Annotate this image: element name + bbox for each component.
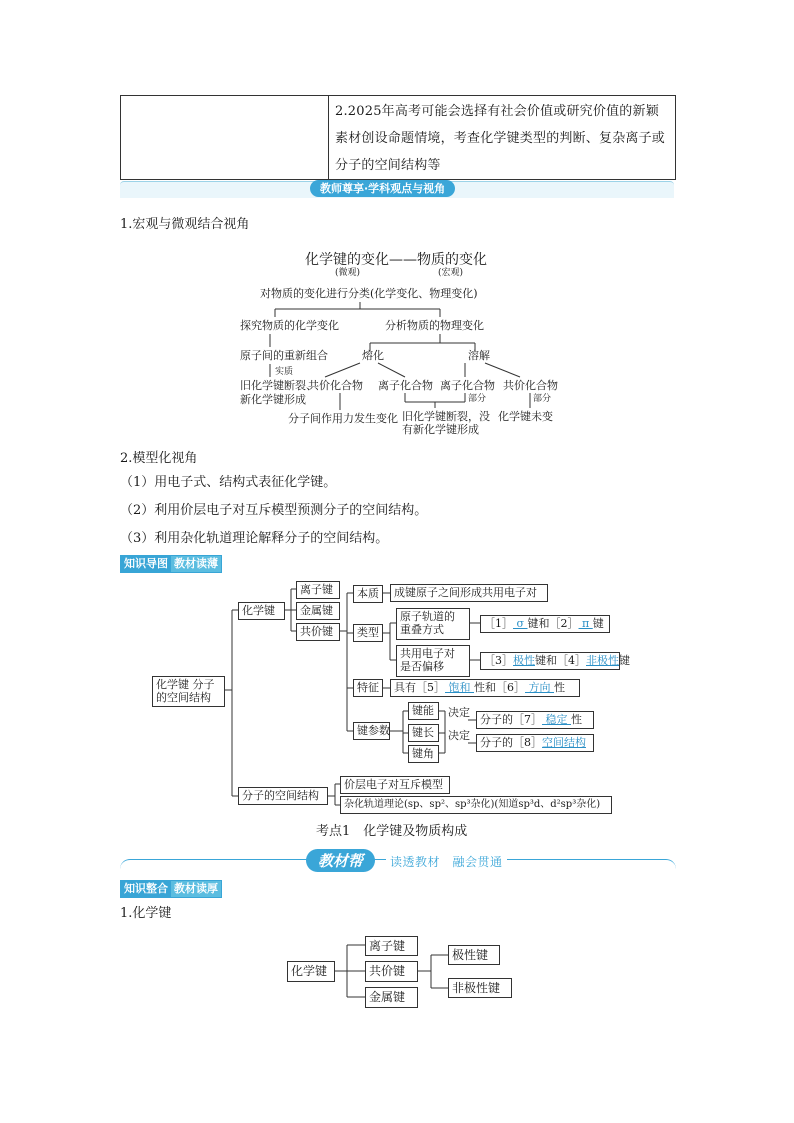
section-heading-macro-micro: 1.宏观与微观结合视角: [120, 217, 250, 232]
table-divider: [328, 96, 329, 179]
stable-suffix: 性: [571, 713, 582, 726]
blank-1-label: ［1］: [484, 617, 513, 630]
overlap-line-2: 重叠方式: [400, 623, 444, 636]
mindmap-tag-a: 知识导图: [121, 556, 171, 572]
shift-line-2: 是否偏移: [400, 660, 444, 673]
integrate-tag-b: 教材读厚: [171, 881, 221, 897]
mindmap-length: 键长: [408, 724, 439, 742]
bond-tree-ionic: 离子键: [365, 936, 418, 956]
bond-tree-root: 化学键: [287, 961, 335, 982]
answer-pi: π: [578, 617, 593, 630]
macro-micro-diagram: [230, 245, 570, 440]
blank-6-label: 性和［6］: [474, 681, 525, 694]
mindmap-hybrid: 杂化轨道理论(sp、sp²、sp³杂化)(知道sp³d、d²sp³杂化): [340, 796, 612, 814]
ionic-compound-a: 离子化合物: [378, 379, 433, 392]
mindmap-ionic: 离子键: [296, 581, 340, 599]
teacher-banner-label: 教师尊享·学科观点与视角: [310, 180, 455, 197]
bond-tree-metallic: 金属键: [365, 987, 418, 1008]
shift-line-1: 共用电子对: [400, 647, 455, 660]
mindmap-shift: [396, 645, 470, 677]
model-item-3: （3）利用杂化轨道理论解释分子的空间结构。: [120, 531, 389, 546]
essence-label: 实质: [275, 367, 294, 377]
answer-stable: 稳定: [542, 713, 571, 726]
point-title: 考点1 化学键及物质构成: [316, 824, 468, 839]
mindmap-tag-b: 教材读薄: [171, 556, 221, 572]
old-new-node-1: 旧化学键断裂、: [240, 379, 317, 392]
requirements-table: [120, 95, 676, 180]
bond-suffix: 键: [592, 617, 604, 630]
mindmap-feature-answer: [390, 679, 580, 697]
ionic-compound-b: 离子化合物: [440, 379, 495, 392]
blank-7-label: 分子的［7］: [480, 713, 542, 726]
chemical-bond-tree: [285, 935, 525, 1010]
jiaocai-banner-sub: 读透教材 融会贯通: [386, 853, 507, 870]
model-item-2: （2）利用价层电子对互斥模型预测分子的空间结构。: [120, 503, 428, 518]
answer-saturation: 饱和: [445, 681, 474, 694]
blank-2-label: 键和［2］: [527, 617, 579, 630]
mindmap-molecular-structure: 分子的空间结构: [238, 787, 328, 805]
mindmap-feature: 特征: [353, 679, 383, 697]
mindmap-overlap: [396, 608, 470, 640]
bond-unchanged-node: 化学键未变: [498, 410, 553, 423]
section-heading-model: 2.模型化视角: [120, 451, 198, 466]
mindmap-energy: 键能: [408, 702, 439, 720]
overlap-line-1: 原子轨道的: [400, 610, 455, 623]
answer-spatial-structure: 空间结构: [542, 736, 586, 749]
chemical-change-node: 探究物质的化学变化: [240, 319, 339, 332]
jiaocai-banner-label: 教材帮: [306, 849, 375, 872]
model-item-1: （1）用电子式、结构式表征化学键。: [120, 475, 337, 490]
blank-3-label: ［3］: [484, 654, 513, 667]
covalent-compound-a: 共价化合物: [308, 379, 363, 392]
blank-8-label: 分子的［8］: [480, 736, 542, 749]
bond-suffix-2: 键: [619, 654, 630, 667]
mindmap-shift-answer: [480, 652, 630, 670]
mindmap-vsepr: 价层电子对互斥模型: [340, 776, 450, 794]
blank-4-label: 键和［4］: [535, 654, 586, 667]
intermolecular-node: 分子间作用力发生变化: [288, 412, 398, 425]
part-label-a: 部分: [468, 394, 487, 404]
mindmap-bond: 化学键: [238, 602, 285, 620]
bond-mindmap: [150, 578, 630, 818]
mindmap-tag: [120, 555, 222, 573]
answer-sigma: σ: [513, 617, 528, 630]
mindmap-essence-text: 成键原子之间形成共用电子对: [390, 584, 548, 602]
mindmap-stability-answer: [476, 711, 594, 729]
dissolve-node: 溶解: [468, 349, 490, 362]
mindmap-type: 类型: [353, 624, 383, 642]
mindmap-root: 化学键 分子的空间结构: [152, 676, 225, 707]
decide-label-2: 决定: [448, 729, 470, 742]
bond-tree-covalent: 共价键: [365, 961, 418, 982]
answer-nonpolar: 非极性: [586, 654, 619, 667]
mindmap-angle: 键角: [408, 745, 439, 763]
section-heading-chemical-bond: 1.化学键: [120, 906, 172, 921]
bond-tree-polar: 极性键: [448, 945, 500, 965]
mindmap-covalent: 共价键: [296, 623, 340, 641]
mindmap-params: 键参数: [353, 722, 390, 740]
bond-broken-node-2: 有新化学键形成: [402, 423, 479, 436]
bond-tree-nonpolar: 非极性键: [448, 978, 512, 998]
answer-direction: 方向: [525, 681, 554, 694]
classify-node: 对物质的变化进行分类(化学变化、物理变化): [260, 287, 478, 300]
table-cell-exam-forecast: 2.2025年高考可能会选择有社会价值或研究价值的新颖素材创设命题情境，考查化学键类型的判断、复杂离子或分子的空间结构等: [335, 104, 666, 173]
physical-change-node: 分析物质的物理变化: [385, 319, 484, 332]
mindmap-overlap-answer: [480, 615, 610, 633]
micro-label: (微观): [335, 268, 361, 278]
blank-5-label: 具有［5］: [394, 681, 445, 694]
bond-broken-node-1: 旧化学键断裂，没: [402, 410, 490, 423]
mindmap-essence: 本质: [353, 585, 383, 603]
part-label-b: 部分: [533, 394, 552, 404]
integrate-tag-a: 知识整合: [121, 881, 171, 897]
answer-polar: 极性: [513, 654, 535, 667]
covalent-compound-b: 共价化合物: [503, 379, 558, 392]
melt-node: 熔化: [362, 349, 384, 362]
decide-label-1: 决定: [448, 706, 470, 719]
feature-suffix: 性: [554, 681, 565, 694]
diagram-title: 化学键的变化——物质的变化: [305, 252, 487, 268]
mindmap-structure-answer: [476, 734, 594, 752]
mindmap-metallic: 金属键: [296, 602, 340, 620]
recombine-node: 原子间的重新组合: [240, 349, 328, 362]
macro-label: (宏观): [438, 268, 464, 278]
old-new-node-2: 新化学键形成: [240, 393, 306, 406]
integrate-tag: [120, 880, 222, 898]
